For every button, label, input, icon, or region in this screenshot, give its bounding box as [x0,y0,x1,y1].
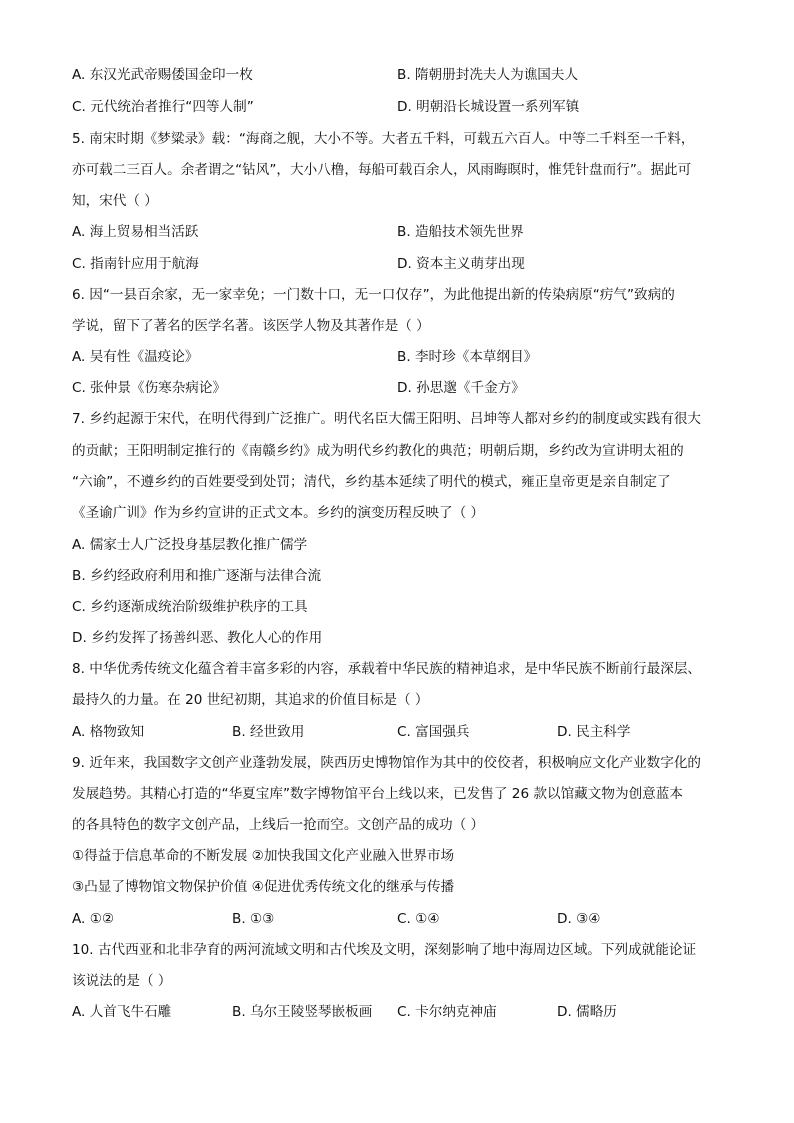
q7-option-c: C. 乡约逐渐成统治阶级维护秩序的工具 [72,599,308,615]
q5-stem-line-1: 5. 南宋时期《梦粱录》载：“海商之舰，大小不等。大者五千料，可载五六百人。中等二千料至一千料， [72,131,695,147]
q8-option-c: C. 富国强兵 [397,724,470,740]
q8-stem-line-1: 8. 中华优秀传统文化蕴含着丰富多彩的内容，承载着中华民族的精神追求，是中华民族不断前行最深层、 [72,661,702,677]
q8-stem-line-2: 最持久的力量。在 20 世纪初期，其追求的价值目标是（ ） [72,692,429,708]
q9-stem-line-1: 9. 近年来，我国数字文创产业蓬勃发展，陕西历史博物馆作为其中的佼佼者，积极响应文化产业数字化的 [72,755,702,771]
q4-option-b: B. 隋朝册封冼夫人为谯国夫人 [397,67,579,83]
q7-option-b: B. 乡约经政府利用和推广逐渐与法律合流 [72,568,322,584]
q5-stem-line-3: 知，宋代（ ） [72,193,158,209]
q10-option-c: C. 卡尔纳克神庙 [397,1004,497,1020]
q7-stem-line-1: 7. 乡约起源于宋代，在明代得到广泛推广。明代名臣大儒王阳明、吕坤等人都对乡约的制度或实践有很大 [72,411,702,427]
q7-stem-line-4: 《圣谕广训》作为乡约宣讲的正式文本。乡约的演变历程反映了（ ） [72,505,485,521]
q7-stem-line-3: “六谕”，不遵乡约的百姓要受到处罚；清代，乡约基本延续了明代的模式，雍正皇帝更是亲自制定了 [72,474,671,490]
q8-option-b: B. 经世致用 [232,724,305,740]
q4-option-c: C. 元代统治者推行“四等人制” [72,99,254,115]
q9-option-a: A. ①② [72,911,115,927]
q6-option-d: D. 孙思邈《千金方》 [397,380,525,396]
q6-option-c: C. 张仲景《伤寒杂病论》 [72,380,227,396]
q10-option-a: A. 人首飞牛石雕 [72,1004,172,1020]
q5-option-b: B. 造船技术领先世界 [397,224,524,240]
q8-option-d: D. 民主科学 [557,724,631,740]
q9-stem-line-2: 发展趋势。其精心打造的“华夏宝库”数字博物馆平台上线以来，已发售了 26 款以馆藏文物为创意蓝本 [72,786,683,802]
q6-stem-line-2: 学说，留下了著名的医学名著。该医学人物及其著作是（ ） [72,318,430,334]
q5-option-d: D. 资本主义萌芽出现 [397,256,525,272]
q9-statements-line-1: ①得益于信息革命的不断发展 ②加快我国文化产业融入世界市场 [72,848,455,864]
q10-option-d: D. 儒略历 [557,1004,617,1020]
q10-stem-line-1: 10. 古代西亚和北非孕育的两河流域文明和古代埃及文明，深刻影响了地中海周边区域。下列成就能论证 [72,942,697,958]
q8-option-a: A. 格物致知 [72,724,145,740]
q7-option-d: D. 乡约发挥了扬善纠恶、教化人心的作用 [72,630,323,646]
q9-option-b: B. ①③ [232,911,275,927]
q5-option-c: C. 指南针应用于航海 [72,256,199,272]
q6-option-b: B. 李时珍《本草纲目》 [397,349,538,365]
q6-stem-line-1: 6. 因“一县百余家，无一家幸免；一门数十口，无一口仅存”，为此他提出新的传染病原“疠气”致病的 [72,287,675,303]
q4-option-d: D. 明朝沿长城设置一系列军镇 [397,99,580,115]
q10-stem-line-2: 该说法的是（ ） [72,973,172,989]
q7-stem-line-2: 的贡献；王阳明制定推行的《南赣乡约》成为明代乡约教化的典范；明朝后期，乡约改为宣讲明太祖的 [72,443,684,459]
q9-option-d: D. ③④ [557,911,601,927]
q5-option-a: A. 海上贸易相当活跃 [72,224,199,240]
q4-option-a: A. 东汉光武帝赐倭国金印一枚 [72,67,253,83]
q9-option-c: C. ①④ [397,911,440,927]
q7-option-a: A. 儒家士人广泛投身基层教化推广儒学 [72,537,308,553]
q10-option-b: B. 乌尔王陵竖琴嵌板画 [232,1004,373,1020]
q9-stem-line-3: 的各具特色的数字文创产品，上线后一抢而空。文创产品的成功（ ） [72,817,485,833]
q5-stem-line-2: 亦可载二三百人。余者谓之“钻风”，大小八橹，每船可载百余人，风雨晦暝时，惟凭针盘而行”。据此可 [72,162,692,178]
q9-statements-line-2: ③凸显了博物馆文物保护价值 ④促进优秀传统文化的继承与传播 [72,879,455,895]
q6-option-a: A. 吴有性《温疫论》 [72,349,199,365]
